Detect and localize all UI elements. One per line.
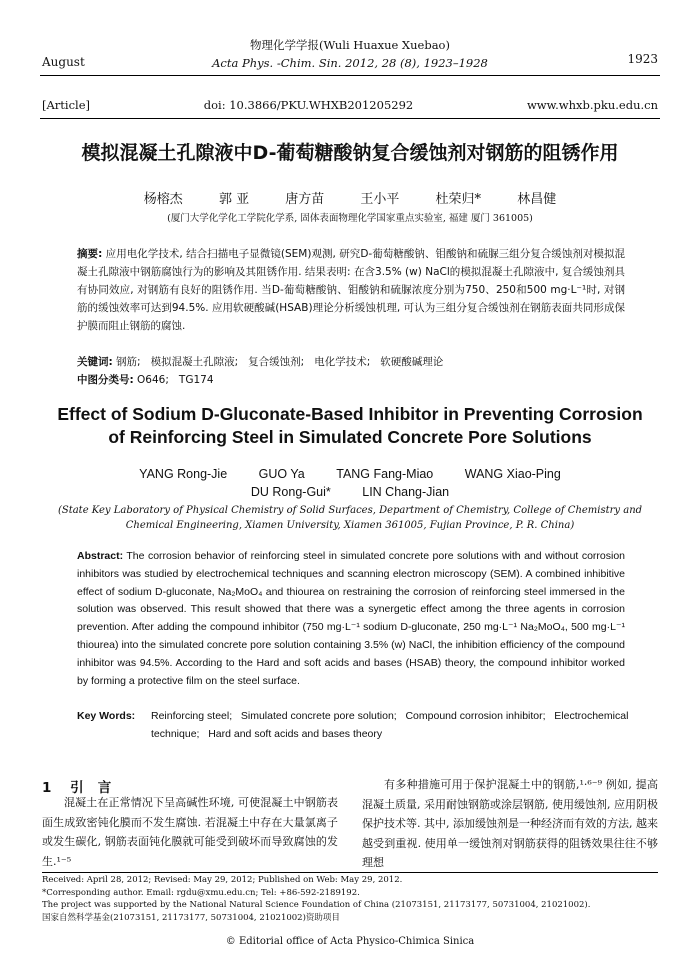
author-cn: 郭 亚 (218, 192, 250, 207)
affiliation-en: (State Key Laboratory of Physical Chemistry of Solid Surfaces, Department of Chemistry, College of Chemistry and Chemical Engineering, Xiamen University, Xiamen 361005, Fujian Province, P. R. China) (57, 505, 643, 531)
keywords-en-block (77, 708, 637, 744)
funding-en: The project was supported by the National Natural Science Foundation of China (21073151, 21173177, 50731004, 21021002). (42, 900, 591, 910)
keywords-cn-block (77, 353, 637, 389)
author-cn: 杨榕杰 (143, 192, 183, 207)
article-type: [Article] (42, 98, 90, 112)
author-en: LIN Chang-Jian (362, 485, 450, 499)
journal-name-cn: 物理化学学报(Wuli Huaxue Xuebao) (250, 38, 450, 52)
author-cn: 杜荣归* (435, 192, 482, 207)
doi-link[interactable]: doi: 10.3866/PKU.WHXB201205292 (203, 98, 414, 112)
abstract-en-text: The corrosion behavior of reinforcing steel in simulated concrete pore solutions with and without corrosion inhibitors was studied by electrochemical techniques and scanning electron microscopy (SEM). A combined inhibitive effect of sodium D-gluconate, Na₂MoO₄ and thiourea on restraining the corrosion of reinforcing steel immersed in the solution was observed. This result showed that there was a synergetic effect among the three agents in corrosion prevention. After adding the compound inhibitor (750 mg·L⁻¹ sodium D-gluconate, 250 mg·L⁻¹ Na₂MoO₄, 500 mg·L⁻¹ thiourea) into the simulated concrete pore solution containing 3.5% (w) NaCl, the inhibition efficiency of the compound inhibitor was 94.5%. According to the Hard and soft acids and bases (HSAB) theory, the compound inhibitor worked by forming a protective film on the steel surface. (77, 550, 626, 687)
author-en: WANG Xiao-Ping (464, 467, 561, 481)
intro-paragraph-right: 有多种措施可用于保护混凝土中的钢筋,¹·⁶⁻⁹ 例如, 提高混凝土质量, 采用耐蚀钢筋或涂层钢筋, 使用缓蚀剂, 应用阴极保护技术等. 其中, 添加缓蚀剂是一种经济而有效的方法, 越来越受到重视. 使用单一缓蚀剂对钢筋获得的阻锈效果往往不够理想 (362, 778, 658, 869)
header-rule (40, 75, 660, 76)
page-number: 1923 (627, 52, 658, 66)
section-title: 引 言 (70, 780, 112, 796)
author-en: TANG Fang-Miao (336, 467, 434, 481)
title-cn: 模拟混凝土孔隙液中D-葡萄糖酸钠复合缓蚀剂对钢筋的阻锈作用 (81, 142, 619, 164)
author-cn: 王小平 (360, 192, 400, 207)
journal-citation: Acta Phys. -Chim. Sin. 2012, 28 (8), 1923–1928 (212, 56, 488, 70)
author-en: DU Rong-Gui* (250, 485, 331, 499)
title-en-line1: Effect of Sodium D-Gluconate-Based Inhibitor in Preventing Corrosion (57, 404, 643, 424)
corresponding-author: *Corresponding author. Email: rgdu@xmu.edu.cn; Tel: +86-592-2189192. (42, 887, 360, 898)
author-cn: 林昌健 (517, 192, 557, 207)
article-meta-row (42, 98, 658, 112)
author-en: GUO Ya (258, 467, 305, 481)
title-en-line2: of Reinforcing Steel in Simulated Concrete Pore Solutions (108, 427, 592, 447)
footnote-rule (42, 872, 658, 873)
author-cn: 唐方苗 (285, 192, 325, 207)
abstract-en (77, 548, 625, 690)
classification-label: 中图分类号: (77, 374, 134, 386)
issue-month: August (42, 55, 85, 69)
meta-rule (40, 118, 660, 119)
footnotes (42, 874, 662, 924)
classification-codes: O646; TG174 (137, 374, 214, 386)
website-link[interactable]: www.whxb.pku.edu.cn (526, 98, 658, 112)
keywords-en-label: Key Words: (77, 710, 136, 722)
copyright: © Editorial office of Acta Physico-Chimica Sinica (225, 936, 475, 947)
authors-en (0, 465, 700, 501)
section-number: 1 (42, 780, 52, 796)
received-dates: Received: April 28, 2012; Revised: May 29, 2012; Published on Web: May 29, 2012. (42, 875, 403, 885)
abstract-cn-text: 应用电化学技术, 结合扫描电子显微镜(SEM)观测, 研究D-葡萄糖酸钠、钼酸钠和硫脲三组分复合缓蚀剂对模拟混凝土孔隙液中钢筋腐蚀行为的影响及其阻锈作用. 结果表明: 在含3.5% (w) NaCl的模拟混凝土孔隙液中, 复合缓蚀剂具有协同效应, 对钢筋有良好的阻锈作用. 当D-葡萄糖酸钠、钼酸钠和硫脲浓度分别为750、250和500 mg·L⁻¹时, 对钢筋的缓蚀效率可达到94.5%. 应用软硬酸碱(HSAB)理论分析缓蚀机理, 可认为三组分复合缓蚀剂在钢筋表面共同形成保护膜而阻止钢筋的腐蚀. (77, 248, 626, 332)
intro-paragraph-left: 混凝土在正常情况下呈高碱性环境, 可使混凝土中钢筋表面生成致密钝化膜而不发生腐蚀. 若混凝土中存在大量氯离子或发生碳化, 钢筋表面钝化膜就可能受到破坏而导致腐蚀的发生.¹⁻⁵ (42, 796, 338, 868)
keywords-cn-label: 关键词: (77, 356, 113, 368)
affiliation-cn: (厦门大学化学化工学院化学系, 固体表面物理化学国家重点实验室, 福建 厦门 361005) (167, 213, 533, 224)
keywords-en: Reinforcing steel; Simulated concrete pore solution; Compound corrosion inhibitor; Electrochemical technique; Hard and soft acids and bases theory (151, 710, 632, 740)
abstract-en-label: Abstract: (77, 550, 124, 562)
keywords-cn: 钢筋; 模拟混凝土孔隙液; 复合缓蚀剂; 电化学技术; 软硬酸碱理论 (116, 356, 444, 368)
author-en: YANG Rong-Jie (139, 467, 228, 481)
title-en (0, 403, 700, 449)
funding-cn: 国家自然科学基金(21073151, 21173177, 50731004, 21021002)资助项目 (42, 912, 340, 923)
abstract-cn (77, 245, 625, 335)
abstract-cn-label: 摘要: (77, 248, 103, 260)
authors-cn (0, 188, 700, 207)
journal-header (0, 36, 700, 72)
